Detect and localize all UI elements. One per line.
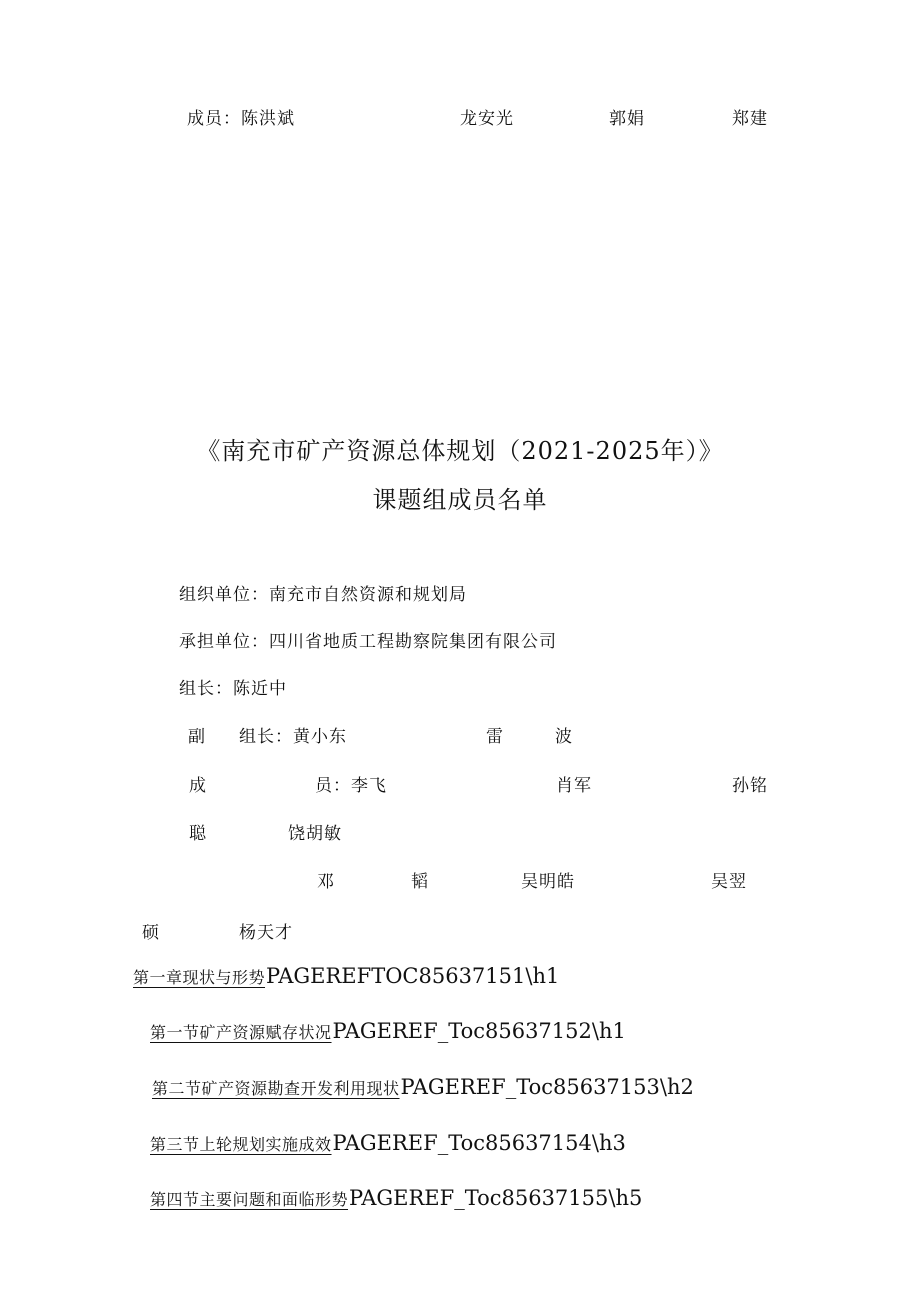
member-name: 郑建: [732, 109, 768, 129]
toc-link[interactable]: 第四节主要问题和面临形势: [150, 1190, 349, 1209]
leader-line: 组长：陈近中: [179, 679, 287, 699]
toc-entry: [152, 1077, 694, 1098]
toc-field-code: PAGEREF_Toc85637152\h1: [332, 1019, 626, 1043]
undertaker-line: 承担单位：四川省地质工程勘察院集团有限公司: [179, 632, 557, 652]
document-title: 《南充市矿产资源总体规划（2021-2025年）》: [196, 437, 724, 465]
toc-link[interactable]: 第二节矿产资源勘查开发利用现状: [152, 1079, 400, 1098]
member-name: 肖军: [556, 776, 592, 796]
member-name-part: 聪: [189, 824, 207, 844]
toc-link[interactable]: 第一章现状与形势: [133, 968, 266, 987]
members-prefix: 成: [189, 776, 207, 796]
member-name: 龙安光: [460, 109, 514, 129]
member-row-leader: 成员：陈洪斌: [187, 109, 295, 129]
toc-field-code: PAGEREF_Toc85637154\h3: [332, 1131, 626, 1155]
member-name: 饶胡敏: [288, 824, 342, 844]
deputy-prefix: 副: [188, 727, 206, 747]
toc-entry: [133, 966, 559, 987]
member-name-part: 韬: [411, 872, 429, 892]
toc-link[interactable]: 第三节上轮规划实施成效: [150, 1135, 332, 1154]
toc-field-code: PAGEREFTOC85637151\h1: [266, 964, 560, 988]
toc-link[interactable]: 第一节矿产资源赋存状况: [150, 1023, 332, 1042]
member-name: 杨天才: [239, 923, 293, 943]
deputy-name-part: 雷: [486, 727, 504, 747]
member-name-part: 吴翌: [711, 872, 747, 892]
organizer-line: 组织单位：南充市自然资源和规划局: [179, 585, 467, 605]
member-name-part: 孙铭: [732, 776, 768, 796]
toc-field-code: PAGEREF_Toc85637153\h2: [400, 1075, 694, 1099]
toc-entry: [150, 1021, 626, 1042]
document-subtitle: 课题组成员名单: [372, 486, 548, 514]
toc-entry: [150, 1133, 626, 1154]
members-line: 员：李飞: [315, 776, 387, 796]
toc-field-code: PAGEREF_Toc85637155\h5: [349, 1186, 643, 1210]
member-name-part: 邓: [317, 872, 335, 892]
member-name: 吴明皓: [521, 872, 575, 892]
member-name-part: 硕: [142, 923, 160, 943]
deputy-leader-line: 组长：黄小东: [239, 727, 347, 747]
deputy-name-part: 波: [555, 727, 573, 747]
member-name: 郭娟: [609, 109, 645, 129]
toc-entry: [150, 1188, 642, 1209]
